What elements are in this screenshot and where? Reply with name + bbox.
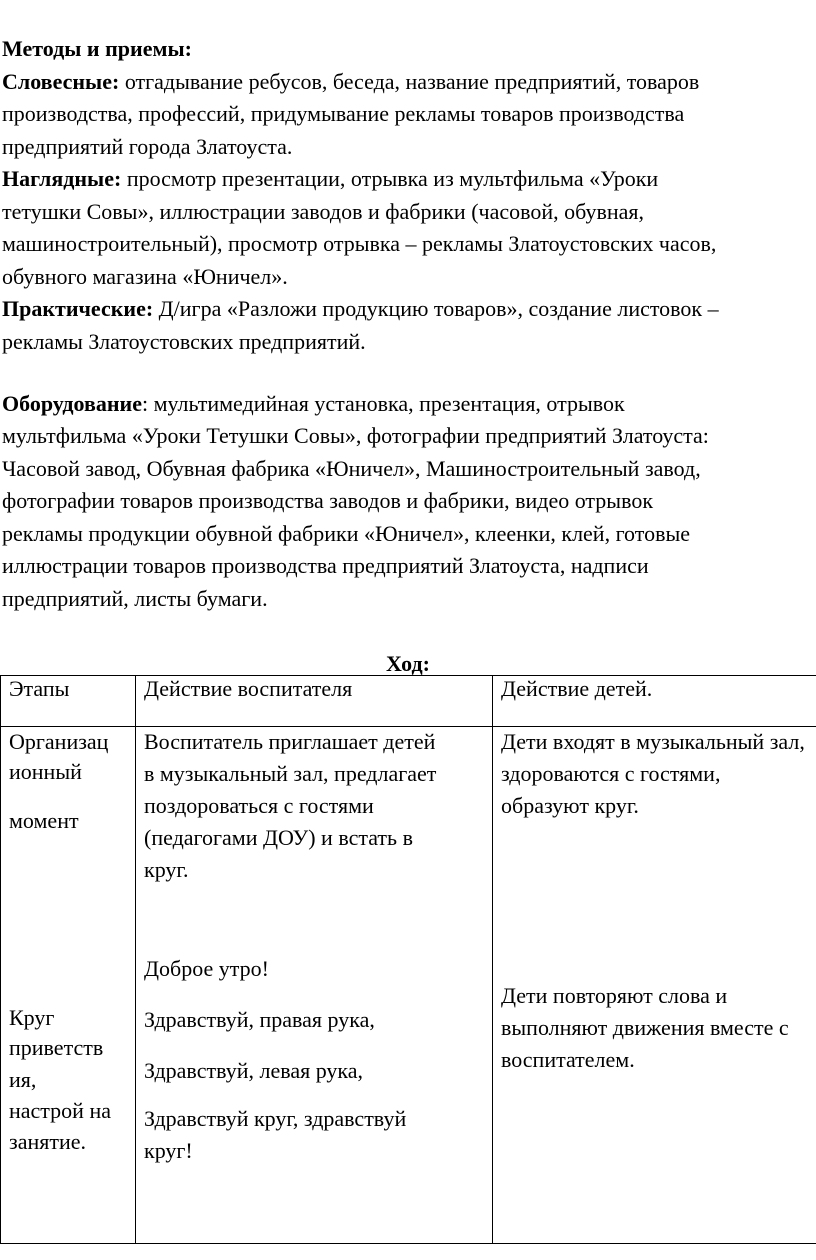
equipment-text-1: : мультимедийная установка, презентация, отрывок	[141, 391, 625, 416]
stage-line: приветств	[9, 1035, 104, 1060]
equipment-label: Оборудование	[2, 391, 142, 416]
table-row	[1, 727, 816, 1244]
verbal-line-3: предприятий города Златоуста.	[2, 134, 293, 159]
stage-line: ионный	[9, 759, 82, 784]
children-line: воспитателем.	[501, 1047, 635, 1072]
stage-line: настрой на	[9, 1098, 111, 1123]
stage-line: ия,	[9, 1067, 37, 1092]
teacher-line: Здравствуй, левая рука,	[144, 1058, 364, 1083]
visual-text-1: просмотр презентации, отрывка из мультфильма «Уроки	[121, 166, 659, 191]
children-line: Дети повторяют слова и	[501, 983, 728, 1008]
verbal-line-2: производства, профессий, придумывание рекламы товаров производства	[2, 101, 685, 126]
stage-line: Круг	[9, 1005, 55, 1030]
stage-line: Организац	[9, 729, 109, 754]
course-title: Ход:	[385, 651, 431, 676]
equipment-line-4: фотографии товаров производства заводов и фабрики, видео отрывок	[2, 488, 654, 513]
equipment-line-5: рекламы продукции обувной фабрики «Юничел», клеенки, клей, готовые	[2, 521, 691, 546]
teacher-line: поздороваться с гостями	[144, 793, 374, 818]
visual-line-3: машиностроительный), просмотр отрывка – рекламы Златоустовских часов,	[2, 231, 717, 256]
teacher-line: Воспитатель приглашает детей	[144, 729, 436, 754]
teacher-line: Доброе утро!	[144, 956, 269, 981]
header-stages: Этапы	[1, 676, 136, 727]
children-line: здороваются с гостями,	[501, 761, 721, 786]
visual-label: Наглядные:	[2, 166, 122, 191]
equipment-line-3: Часовой завод, Обувная фабрика «Юничел», Машиностроительный завод,	[2, 456, 701, 481]
verbal-text-1: отгадывание ребусов, беседа, название предприятий, товаров	[119, 69, 700, 94]
practical-line-1	[2, 293, 814, 326]
visual-line-4: обувного магазина «Юничел».	[2, 264, 288, 289]
equipment-line-1	[2, 388, 814, 421]
children-action-cell	[493, 727, 816, 1244]
teacher-line: (педагогами ДОУ) и встать в	[144, 825, 413, 850]
stage-line: занятие.	[9, 1129, 86, 1154]
children-line: образуют круг.	[501, 793, 639, 818]
lesson-table	[0, 675, 816, 1244]
children-line: выполняют движения вместе с	[501, 1015, 789, 1040]
teacher-action-cell	[136, 727, 493, 1244]
children-line: Дети входят в музыкальный зал,	[501, 729, 805, 754]
visual-line-2: тетушки Совы», иллюстрации заводов и фабрики (часовой, обувная,	[2, 199, 645, 224]
verbal-label: Словесные:	[2, 69, 120, 94]
practical-line-2: рекламы Златоустовских предприятий.	[2, 329, 366, 354]
verbal-line-1	[2, 66, 814, 99]
header-children-action: Действие детей.	[493, 676, 816, 727]
visual-line-1	[2, 163, 814, 196]
teacher-line: в музыкальный зал, предлагает	[144, 761, 437, 786]
teacher-line: Здравствуй круг, здравствуй	[144, 1106, 407, 1131]
equipment-line-2: мультфильма «Уроки Тетушки Совы», фотографии предприятий Златоуста:	[2, 423, 709, 448]
header-teacher-action: Действие воспитателя	[136, 676, 493, 727]
equipment-line-7: предприятий, листы бумаги.	[2, 586, 268, 611]
practical-label: Практические:	[2, 296, 154, 321]
stage-cell	[1, 727, 136, 1244]
methods-title: Методы и приемы:	[2, 36, 192, 61]
teacher-line: круг.	[144, 857, 189, 882]
teacher-line: круг!	[144, 1138, 193, 1163]
practical-text-1: Д/игра «Разложи продукцию товаров», создание листовок –	[153, 296, 719, 321]
equipment-line-6: иллюстрации товаров производства предприятий Златоуста, надписи	[2, 553, 649, 578]
table-header-row	[1, 676, 816, 727]
teacher-line: Здравствуй, правая рука,	[144, 1007, 375, 1032]
stage-line: момент	[9, 808, 79, 833]
